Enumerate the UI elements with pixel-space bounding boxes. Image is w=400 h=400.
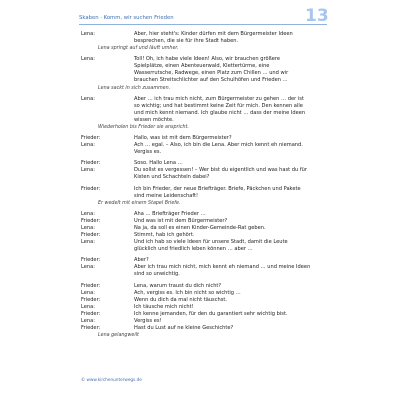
speaker-name: Frieder: xyxy=(81,257,101,264)
speech-text: Aber ich trau mich nicht, mich kennt eh niemand … und meine Ideen sind so unwichtig. xyxy=(134,264,311,278)
speaker-name: Lena: xyxy=(81,264,95,271)
speech-text: Ich täusche mich nicht! xyxy=(134,303,194,310)
dialogue-line xyxy=(81,318,331,325)
speech-text: Ach … egal. – Also, ich bin die Lena. Aber mich kennt eh niemand. Vergiss es. xyxy=(134,142,303,156)
speech-text: Lena, warum traust du dich nicht? xyxy=(134,282,222,289)
speaker-name: Lena: xyxy=(81,289,95,296)
dialogue-line xyxy=(81,218,331,225)
speaker-name: Frieder: xyxy=(81,217,101,224)
speech-text: Hallo, was ist mit dem Bürgermeister? xyxy=(134,134,232,141)
speech-text: Aber, hier steht's: Kinder dürfen mit dem Bürgermeister Ideen besprechen, die sie für ihre Stadt haben. xyxy=(134,31,293,45)
speaker-name: Frieder: xyxy=(81,325,101,332)
speech-text: Und was ist mit dem Bürgermeister? xyxy=(134,217,228,224)
speaker-name: Frieder: xyxy=(81,134,101,141)
speaker-name: Frieder: xyxy=(81,231,101,238)
speech-text: Hast du Lust auf ne kleine Geschichte? xyxy=(134,325,234,332)
dialogue-line xyxy=(81,311,331,318)
dialogue-line xyxy=(81,167,331,181)
dialogue-line xyxy=(81,211,331,218)
dialogue-line xyxy=(81,186,331,200)
speaker-name: Frieder: xyxy=(81,310,101,317)
dialogue-line xyxy=(81,56,331,84)
page-header xyxy=(79,14,327,25)
stage-direction: Lena gelangweilt xyxy=(98,333,139,339)
speaker-name: Lena: xyxy=(81,95,95,102)
dialogue-line xyxy=(81,264,331,278)
speech-text: Stimmt, hab ich gehört. xyxy=(134,231,195,238)
speech-text: Aha … Briefträger Frieder … xyxy=(134,210,206,217)
speech-text: Du sollst es vergessen! – Wer bist du eigentlich und was hast du für Kisten und Schachteln dabei? xyxy=(134,167,307,181)
speaker-name: Frieder: xyxy=(81,160,101,167)
dialogue-line xyxy=(81,135,331,142)
dialogue-line xyxy=(81,239,331,253)
dialogue-body xyxy=(81,31,331,343)
dialogue-line xyxy=(81,290,331,297)
speech-text: Ich kenne jemanden, für den du garantiert sehr wichtig bist. xyxy=(134,310,288,317)
stage-direction: Wiederholen bis Frieder sie anspricht. xyxy=(98,124,189,130)
dialogue-line xyxy=(81,96,331,124)
speech-text: Na ja, da soll es einen Kinder-Gemeinde-Rat geben. xyxy=(134,224,266,231)
speaker-name: Lena: xyxy=(81,142,95,149)
page-number: 13 xyxy=(305,6,329,26)
header-title: Skaben · Komm, wir suchen Frieden xyxy=(79,15,174,21)
footer-copyright: © www.kirchenunterwegs.de xyxy=(81,377,142,382)
dialogue-line xyxy=(81,232,331,239)
speaker-name: Lena: xyxy=(81,224,95,231)
speaker-name: Lena: xyxy=(81,239,95,246)
speaker-name: Frieder: xyxy=(81,185,101,192)
speech-text: Ich bin Frieder, der neue Briefträger. Briefe, Päckchen und Pakete sind meine Leidenschaft! xyxy=(134,185,301,199)
speech-text: Aber? xyxy=(134,257,149,264)
dialogue-line xyxy=(81,297,331,304)
dialogue-line xyxy=(81,31,331,45)
speaker-name: Frieder: xyxy=(81,282,101,289)
stage-direction: Er wedelt mit einem Stapel Briefe. xyxy=(98,200,181,206)
dialogue-line xyxy=(81,325,331,332)
dialogue-line xyxy=(81,304,331,311)
speech-text: Soso. Hallo Lena … xyxy=(134,160,183,167)
speech-text: Aber … ich trau mich nicht, zum Bürgermeister zu gehen … der ist so wichtig; und hat bestimmt keine Zeit für mich. Den kennen alle und mich kennt niemand. Ich glaube nicht … dass der meine Ideen wissen möchte. xyxy=(134,95,306,123)
speaker-name: Frieder: xyxy=(81,296,101,303)
speaker-name: Lena: xyxy=(81,56,95,63)
dialogue-line xyxy=(81,142,331,156)
speech-text: Vergiss es! xyxy=(134,318,162,324)
stage-direction: Lena springt auf und läuft umher. xyxy=(98,46,179,52)
speaker-name: Lena: xyxy=(81,167,95,174)
speaker-name: Lena: xyxy=(81,31,95,37)
dialogue-line xyxy=(81,225,331,232)
speech-text: Toll! Oh, ich habe viele Ideen! Also, wir brauchen größere Spielplätze, einen Abenteuerwald, Klettertürme, eine Wasserrutsche, Radwege, einen Platz zum Chillen … und wir brauchen Streitschlichter auf den Schulhöfen und Frieden … xyxy=(134,56,289,84)
speech-text: Wenn du dich da mal nicht täuschst. xyxy=(134,296,228,303)
dialogue-line xyxy=(81,283,331,290)
speaker-name: Lena: xyxy=(81,303,95,310)
speaker-name: Lena: xyxy=(81,210,95,217)
speech-text: Ach, vergiss es. Ich bin nicht so wichtig … xyxy=(134,289,241,296)
stage-direction: Lena sackt in sich zusammen. xyxy=(98,85,171,91)
dialogue-line xyxy=(81,160,331,167)
dialogue-line xyxy=(81,257,331,264)
speech-text: Und ich hab so viele Ideen für unsere Stadt, damit die Leute glücklich und friedlich leben können … aber … xyxy=(134,239,288,253)
speaker-name: Lena: xyxy=(81,318,95,324)
